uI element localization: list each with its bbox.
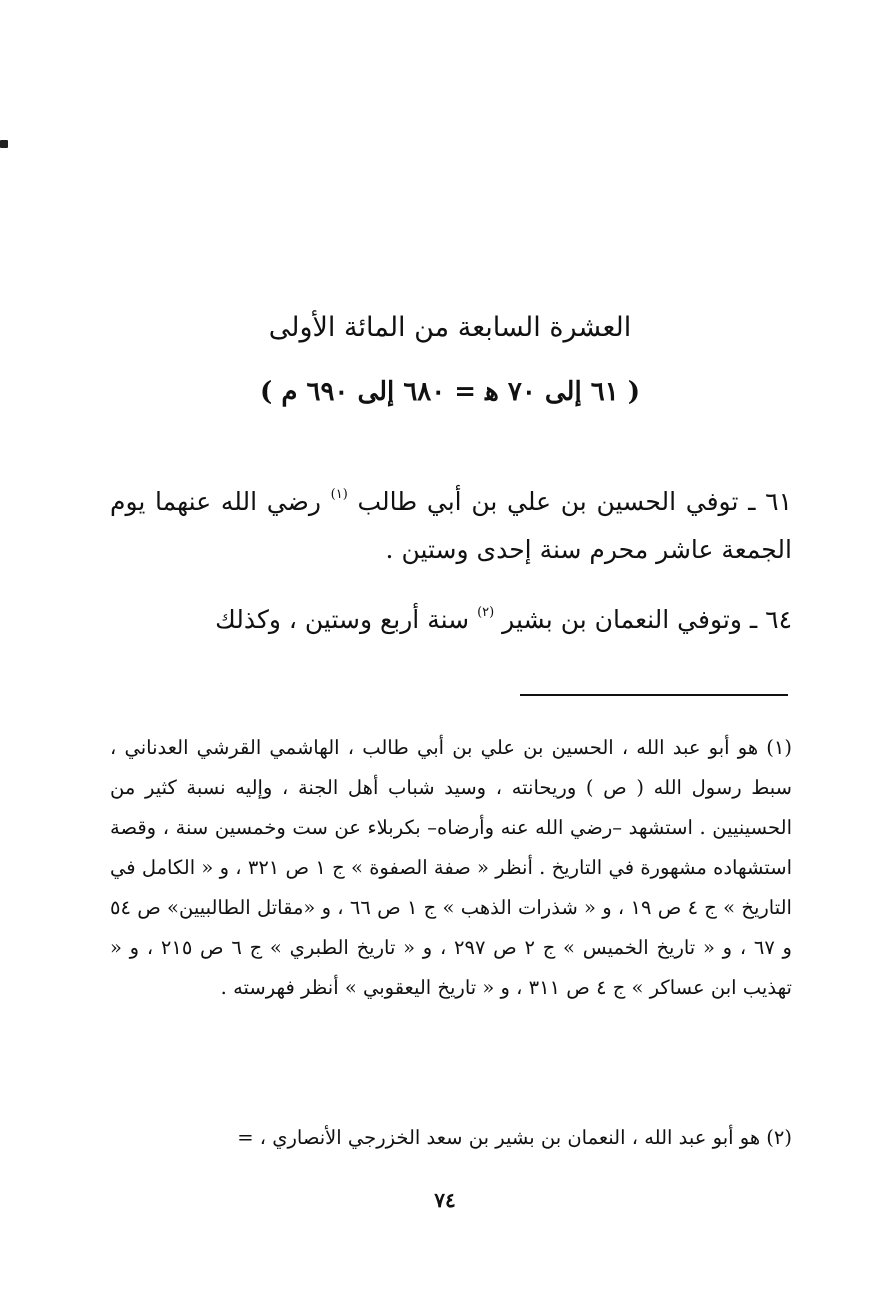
entry-61 [110,478,792,574]
page-number: ٧٤ [434,1188,456,1212]
entry-61-text-cont: رضي الله عنهما يوم الجمعة عاشر محرم سنة إحدى وستين . [110,487,792,564]
entry-64-text: ٦٤ ـ وتوفي النعمان بن بشير [502,605,792,634]
entry-61-text: ٦١ ـ توفي الحسين بن علي بن أبي طالب [357,487,793,516]
entry-64-text-cont: سنة أربع وستين ، وكذلك [215,605,470,634]
section-title: العشرة السابعة من المائة الأولى [268,312,632,343]
entry-64 [110,596,792,644]
footnote-1: (١) هو أبو عبد الله ، الحسين بن علي بن أبي طالب ، الهاشمي القرشي العدناني ، سبط رسول الله ( ص ) وريحانته ، وسيد شباب أهل الجنة ، وإليه نسبة كثير من الحسينيين . استشهد –رضي الله عنه وأرضاه– بكربلاء عن ست وخمسين سنة ، وقصة استشهاده مشهورة في التاريخ . أنظر « صفة الصفوة » ج ١ ص ٣٢١ ، و « الكامل في التاريخ » ج ٤ ص ١٩ ، و « شذرات الذهب » ج ١ ص ٦٦ ، و «مقاتل الطالبيين» ص ٥٤ و ٦٧ ، و « تاريخ الخميس » ج ٢ ص ٢٩٧ ، و « تاريخ الطبري » ج ٦ ص ٢١٥ ، و « تهذيب ابن عساكر » ج ٤ ص ٣١١ ، و « تاريخ اليعقوبي » أنظر فهرسته . [110,736,792,999]
scan-edge-mark [0,140,8,148]
footnote-divider [520,694,788,696]
section-date-range: ( ٦١ إلى ٧٠ ﻫ = ٦٨٠ إلى ٦٩٠ م ) [259,377,641,407]
footnote-ref-1: (١) [330,487,348,502]
footnote-ref-2: (٢) [477,605,495,620]
footnote-2: (٢) هو أبو عبد الله ، النعمان بن بشير بن سعد الخزرجي الأنصاري ، = [237,1126,792,1149]
